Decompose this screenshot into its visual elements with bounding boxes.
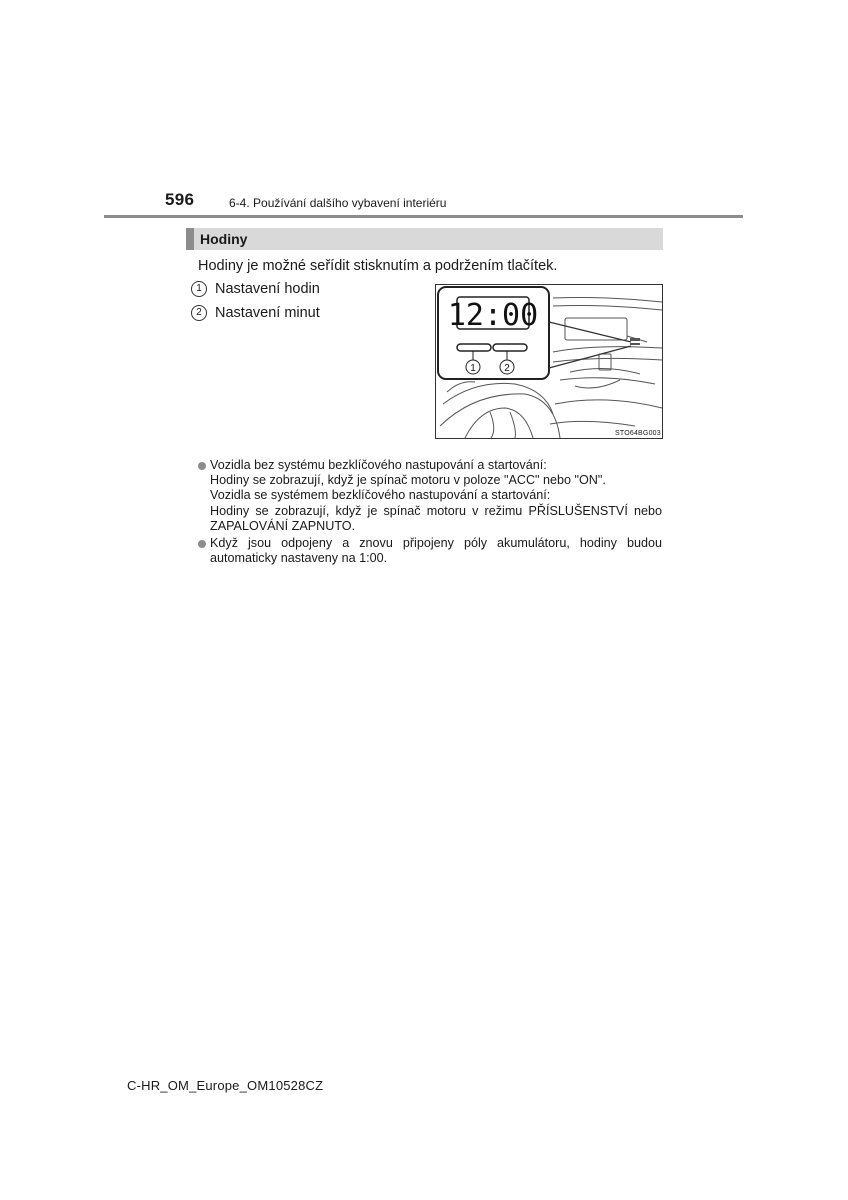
note-line: Vozidla se systémem bezklíčového nastupování a startování:: [210, 488, 551, 503]
page-number: 596: [165, 190, 195, 209]
bullet-icon: [198, 462, 206, 470]
note-line: Když jsou odpojeny a znovu připojeny póly akumulátoru, hodiny budou automaticky nastaveny na 1:00.: [210, 536, 662, 566]
intro-text: Hodiny je možné seřídit stisknutím a podržením tlačítek.: [198, 258, 558, 274]
legend-item-2: [191, 305, 320, 321]
note-item: [198, 536, 662, 566]
legend-label-1: Nastavení hodin: [215, 281, 320, 297]
legend-label-2: Nastavení minut: [215, 305, 320, 321]
note-line: Vozidla bez systému bezklíčového nastupování a startování:: [210, 458, 547, 472]
note-item: [198, 458, 662, 534]
callout-label-2: 2: [504, 363, 510, 374]
callout-number-1: 1: [191, 281, 207, 297]
header-rule: [104, 215, 743, 218]
figure-code: STO64BG003: [615, 430, 661, 437]
callout-number-2: 2: [191, 305, 207, 321]
legend-item-1: [191, 281, 320, 297]
section-heading-text: Hodiny: [200, 231, 248, 247]
bullet-icon: [198, 540, 206, 548]
section-heading: [186, 228, 663, 250]
note-line: Hodiny se zobrazují, když je spínač motoru v režimu PŘÍSLUŠENSTVÍ nebo ZAPALOVÁNÍ ZAPNUTO.: [210, 503, 662, 533]
clock-display-text: 12:00: [447, 298, 539, 333]
clock-illustration: [435, 284, 663, 439]
section-title: 6-4. Používání dalšího vybavení interiéru: [229, 196, 447, 210]
footer-doc-code: C-HR_OM_Europe_OM10528CZ: [127, 1078, 324, 1093]
notes: [198, 458, 662, 567]
callout-label-1: 1: [470, 363, 476, 374]
note-line: Hodiny se zobrazují, když je spínač motoru v poloze "ACC" nebo "ON".: [210, 473, 606, 488]
